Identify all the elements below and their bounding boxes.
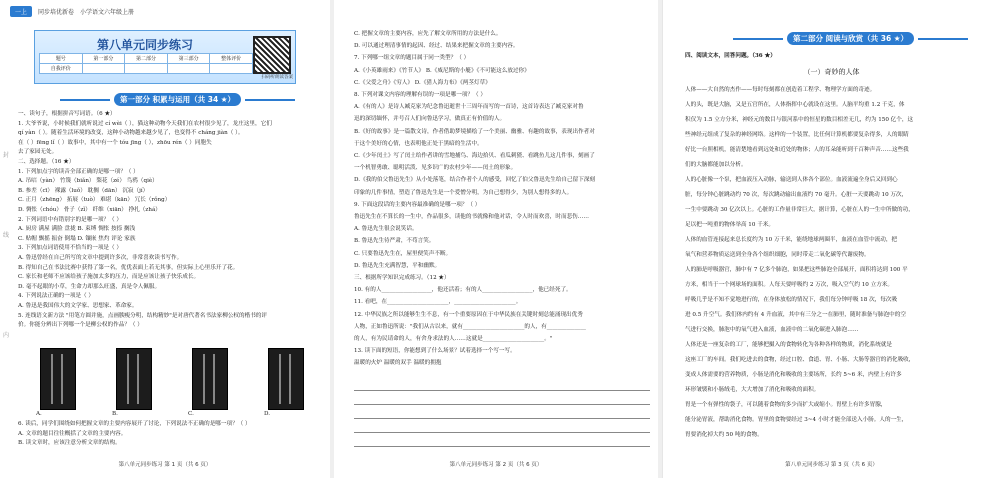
text-line: D. 鲁迅先生充满智慧，平和幽默。	[354, 262, 441, 269]
score-cell: 题号	[40, 54, 83, 64]
heading-rule	[245, 99, 295, 101]
text-line: A. 吊唁（yàn） 竹篾（biǎn） 梨花（zé） 鸟鸦（qiè）	[18, 178, 158, 185]
header-grade: 小学语文六年级上册	[80, 9, 135, 16]
part-1-heading	[60, 93, 295, 106]
text-line: B. 参差（cī） 裸露（luǒ） 耽搁（dān） 沉寂（jí）	[18, 187, 149, 194]
calligraphy-option-a-image	[40, 348, 76, 410]
article-line: 人体还是一座复杂的工厂，能够把摄入的食物转化为各种各样的物质，消化系统就是	[685, 342, 892, 348]
text-line: 的人，有为民请命的人，有舍身求法的人……这就是______________________。"	[354, 336, 553, 342]
text-line: B. 得知自己在书法比赛中获得了第一名，优优表面上若无其事，但实际上心里乐开了花。	[18, 264, 239, 271]
article-line: 人的心脏像一个泵，把血液压入动脉，输送到人体各个部位。血液流遍全身后又回到心	[685, 177, 898, 183]
score-cell: 自我评价	[40, 64, 83, 74]
article-line: 这座工厂的车间。我们吃进去的食物，经过口腔、食道、胃、小肠、大肠等器官的消化吸收，	[685, 357, 915, 363]
article-line: 胃是一个有弹性的袋子，可以随着食物的多少而扩大或缩小。胃壁上有许多胃腺，	[685, 402, 887, 408]
text-line: 人物，正如鲁迅所说："我们从古以来，就有______________________的人，有______________	[354, 323, 586, 330]
text-line: 8. 下列对课文内容的理解有误的一项是哪一项？（ ）	[354, 92, 486, 98]
margin-char-3: 内	[3, 332, 10, 339]
text-line: B.《好的故事》是一篇散文诗，作者借助梦境描绘了一个美丽、幽雅、有趣的故事，表现出作者对	[354, 128, 595, 135]
part-1-title: 第一部分 积累与运用（共 34 ★）	[114, 93, 241, 106]
article-line: 些神经元组成了复杂的神经网络。这样的一个装置，比任何计算机都要复杂得多，人的眼睛	[685, 132, 909, 138]
text-line: 在（ ）fēng lǐ（ ）故事中，其中有一个 tóu jīng（ ），zhōu rén（ ）同胞失	[18, 139, 212, 146]
score-cell: 第一部分	[82, 54, 125, 64]
text-line: 2. 下列词语中有错别字的是哪一项？（ ）	[18, 216, 122, 223]
unit-title: 第八单元同步练习	[96, 38, 193, 52]
text-line: D. 毫不起眼的小草，生命力却那么旺盛，真是令人佩服。	[18, 283, 161, 290]
article-line: 方米，相当于一个网球场的面积。人每天要呼吸约 2 万次，吸入空气约 10 立方米。	[685, 282, 893, 288]
text-line: 一个机智勇敢、聪明活泼、见多识广的农村少年——闰土的形象。	[354, 165, 517, 172]
page-3	[662, 0, 1000, 478]
text-line: A.《有的人》是诗人臧克家为纪念鲁迅逝世十三周年而写的一首诗，这首诗表达了臧克家对鲁	[354, 104, 584, 111]
text-line: 12. 中华民族之所以能够生生不息，有一个重要原因在于中华民族在关键时刻总能涌现出优秀	[354, 311, 583, 318]
text-line: D. 可以通过理清事情的起因、经过、结果来把握文章的主要内容。	[354, 43, 519, 50]
margin-char-2: 线	[3, 232, 10, 239]
page-2	[334, 0, 658, 478]
calligraphy-option-c-image	[192, 348, 228, 410]
text-line: 4. 下列说法正确的一项是（ ）	[18, 293, 95, 300]
article-line: 进 0.5 升空气。我们体内约有 4 升血液，其中有三分之一在肺里，随时准备与肺泡中的空	[685, 312, 906, 318]
calligraphy-option-b-image	[116, 348, 152, 410]
text-line: 10. 有的人__________________，他还活着；有的人__________________，他已经死了。	[354, 287, 572, 294]
text-line: 3. 下列加点词语使用不恰当的一项是（ ）	[18, 245, 122, 252]
text-line: qí yàn（ ）。随着生活环境的改变，这种小动物越来越少见了，也变得不 cháng jiàn（ ）。	[18, 130, 244, 137]
answer-line[interactable]	[354, 432, 650, 433]
text-line: 二、选择题。（16 ★）	[18, 159, 75, 165]
qr-caption: 扫码听朗读答案	[261, 75, 293, 80]
option-d-label[interactable]: D.	[264, 411, 271, 417]
page-1-footer: 第八单元同步练习 第 1 页（共 6 页）	[118, 462, 212, 468]
margin-char-1: 封	[3, 152, 10, 159]
text-line: 11. 看吧，在______________________，______________________。	[354, 299, 522, 306]
page-3-footer: 第八单元同步练习 第 3 页（共 6 页）	[785, 462, 878, 468]
score-cell[interactable]	[167, 64, 210, 74]
text-line: A. 厨房 满屋 满脸 盘拢 B. 束缚 惆怅 按捺 搁浅	[18, 226, 136, 233]
header-badge: 一上	[10, 6, 32, 17]
answer-line[interactable]	[354, 404, 650, 405]
text-line: 价。你能分辨出下列哪一个是柳公权的作品？（ ）	[18, 322, 143, 329]
article-line: 好比一台照相机，能清楚地看到远处和近处的物体；人的耳朵能听到千百种声音……这些我	[685, 147, 909, 153]
article-line: 气进行交换，肺泡中的氧气进入血液，血液中的二氧化碳进入肺泡……	[685, 327, 859, 333]
text-line: 9. 下面这段话的主要内容最准确的是哪一项？（ ）	[354, 201, 481, 208]
text-line: 去了家园无处。	[18, 149, 58, 156]
article-line: 氧气和营养物质运送到全身各个组织细胞，同时带走二氧化碳等代谢废物。	[685, 252, 870, 258]
text-line: C.《父爱之舟》《穷人》 D.《猎人海力布》《两茎灯草》	[354, 79, 491, 86]
text-line: C. 把握文章的主要内容，应先了解文章所用的方法是什么。	[354, 31, 502, 37]
heading-rule	[60, 99, 110, 101]
text-line: C. 只要鲁迅先生在，屋里便笑声不断。	[354, 250, 452, 257]
part-2-heading	[733, 32, 968, 45]
article-line: 呼吸几乎是不知不觉地进行的，在身体放松的情况下，我们每分钟呼吸 18 次，每次吸	[685, 297, 898, 303]
page-1	[0, 0, 330, 478]
text-line: A. 鲁迅是我国伟大的文学家、思想家、革命家。	[18, 303, 138, 309]
article-line: 足以把一吨重的物体举高 10 千米。	[685, 222, 774, 228]
text-line: B. 鲁迅先生待严肃，不苟言笑。	[354, 238, 435, 245]
text-line: 鲁迅先生在不算长的一生中，作品很多，读他的书就像和他对话，令人时而欢喜，时而悲伤……	[354, 214, 589, 220]
text-line: A. 鲁迅先生很会说笑话。	[354, 226, 418, 233]
answer-line[interactable]	[354, 418, 650, 419]
score-cell[interactable]	[210, 64, 253, 74]
text-line: 7. 下列哪一组文章的题目属于同一类型？（ ）	[354, 55, 470, 62]
option-c-label[interactable]: C.	[188, 411, 194, 417]
article-line: 们的大脑都能加以分析。	[685, 162, 747, 168]
text-line: C. 贴帽 飘摇 振奋 倒塌 D. 镶嵌 焦灼 评论 家族	[18, 235, 136, 242]
page-header	[10, 6, 134, 17]
article-line: 脏，每分钟心脏跳动约 70 次，每次跳动输出血液约 70 毫升。心脏一天要跳动 10 万次，	[685, 192, 908, 198]
text-line: A.《小英雄雨来》《竹节人》 B.《威尼斯的小艇》《不可能这么放过你》	[354, 67, 530, 74]
text-line: A. 文章的题目往往概括了文章的主要内容。	[18, 430, 127, 437]
text-line: C. 正月（zhēng） 拓展（tuò） 难堪（kān） 冗长（rǒng）	[18, 197, 171, 204]
part-2-title: 第二部分 阅读与欣赏（共 36 ★）	[787, 32, 914, 45]
article-line: 人的头，既是大脑，又是五官所在，人体指挥中心就设在这里。人脑平均重 1.2 千克，体	[685, 102, 905, 108]
article-line: 人体的血管连接起来总长度约为 10 万千米，能绕地球两圈半，血液在血管中流动，把	[685, 237, 898, 243]
text-line: B. 读文章时，应该注意分析文章的结构。	[18, 440, 121, 447]
score-cell[interactable]	[82, 64, 125, 74]
score-cell: 第二部分	[125, 54, 168, 64]
calligraphy-option-d-image	[268, 348, 304, 410]
article-line: 环形皱襞和小肠绒毛，大大增加了消化和吸收的面积。	[685, 387, 820, 393]
article-line: 胃要消化掉大约 50 吨的食物。	[685, 432, 763, 438]
text-line: 13. 读下面的短语，你能想到了什么场景？试着选择一个写一写。	[354, 348, 516, 355]
answer-line[interactable]	[354, 446, 650, 447]
article-title: （一）奇妙的人体	[803, 68, 860, 76]
score-cell: 整体评价	[210, 54, 253, 64]
article-line: 能分泌胃液，帮助消化食物。胃里的食物要经过 3~4 小时才能全部送入小肠。人的一生，	[685, 417, 908, 423]
text-line: 6. 读后，同学们围绕如何把握文章的主要内容展开了讨论，下列说法不正确的是哪一项？（ ）	[18, 421, 251, 427]
article-line: 人的肺是呼吸器官，肺中有 7 亿多个肺泡，如果把这些肺泡全部展开，面积将达到 100 平	[685, 267, 908, 273]
article-line: 人体——大自然的杰作——每时每刻都在创造着工程学、物理学方面的奇迹。	[685, 87, 876, 93]
score-table	[39, 53, 253, 74]
score-cell: 第三部分	[167, 54, 210, 64]
text-line: D.《我的伯父鲁迅先生》从小处落笔，结合作者个人的感受，回忆了伯父鲁迅先生给自己留下深刻	[354, 177, 596, 184]
text-line: D. 惆怅（chóu） 骨子（zǐ） 纤维（xiān） 挣扎（zhá）	[18, 207, 161, 213]
score-cell[interactable]	[125, 64, 168, 74]
answer-line[interactable]	[354, 390, 650, 391]
heading-rule	[918, 38, 968, 40]
text-line: A. 鲁迅曾经在自己所写的文章中提到许多次，非常喜欢读书写作。	[18, 255, 183, 261]
text-line: 印象的几件事情，塑造了鲁迅先生是一个爱憎分明，为自己想得少，为别人想得多的人。	[354, 189, 573, 196]
text-line: C.《少年闰土》写了闰土给作者讲的雪地捕鸟、海边拾贝、看瓜刺猹、看跳鱼儿这几件事，刻画了	[354, 153, 595, 159]
article-line: 积仅为 1.5 立方分米，神经元的数目与银河系中的恒星的数目相差无几，约为 150 亿个，这	[685, 117, 914, 123]
text-line: C. 家长和老师不应该给孩子施加太多的压力，而是应该让孩子快乐成长。	[18, 274, 200, 281]
heading-rule	[733, 38, 783, 40]
text-line: 温暖的火炉 温暖的双手 温暖的拥抱	[354, 360, 442, 367]
text-line: 迅的深切缅怀，并号召人们向鲁迅学习，做真正有价值的人。	[354, 116, 506, 123]
qr-code-icon[interactable]	[253, 36, 291, 74]
header-series: 同步培优新卷	[38, 9, 75, 16]
text-line: 5. 连线语文新方法 "用笔方圆并施，点画腴瘦分明，结构精妙"是对唐代著名书法家柳公权的楷书的评	[18, 312, 267, 319]
unit-title-box	[34, 30, 296, 84]
text-line: 于这个美好的心情，也表明他正处于黑暗的生活中。	[354, 140, 483, 147]
reading-intro: 四、阅读文本，回答问题。（36 ★）	[685, 53, 776, 59]
article-line: 一生中要跳动 30 亿次以上。心脏的工作量非常巨大，据计算，心脏在人的一生中所做的功，	[685, 207, 914, 213]
page-2-footer: 第八单元同步练习 第 2 页（共 6 页）	[449, 462, 543, 468]
text-line: 一、读句子，根据拼音写词语。（6 ★）	[18, 111, 116, 117]
text-line: 1. 大爷爷说，小时候我们就听说过 cí wèi（ ），猫这种动物今天我们在农村很少见了，龙庄这里，它们	[18, 120, 272, 127]
text-line: 三、根据所学知识完成练习。（12 ★）	[354, 275, 450, 281]
option-a-label[interactable]: A.	[36, 411, 42, 417]
text-line: 1. 下列加点字的读音全部正确的是哪一项？（ ）	[18, 168, 139, 175]
article-line: 变成人体需要的营养物质，小肠是消化和吸收的主要场所，长约 5~6 米，内壁上有许多	[685, 372, 902, 378]
option-b-label[interactable]: B.	[112, 411, 118, 417]
